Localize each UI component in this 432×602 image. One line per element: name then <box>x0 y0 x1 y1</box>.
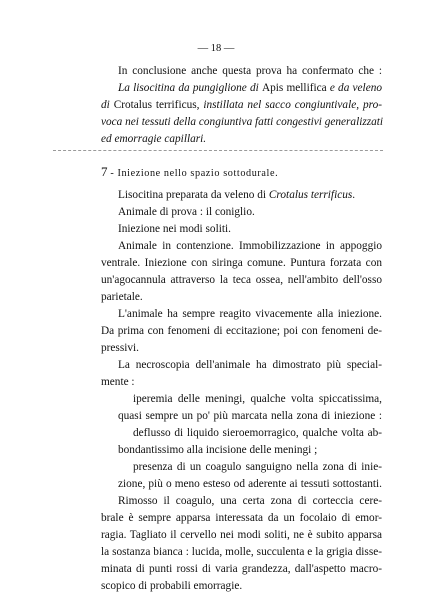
body-line: Lisocitina preparata da veleno di Crotalus terrificus. <box>118 189 356 201</box>
conclusion-line-4: voca nei tessuti della congiuntiva fatti congestivi generalizzati <box>101 116 384 128</box>
conclusion-line-2: La lisocitina da pungiglione di Apis mellifica e da veleno <box>118 82 383 94</box>
body-line: iperemia delle meningi, qualche volta spiccatissima, <box>133 393 382 405</box>
body-line: la sostanza bianca : lucida, molle, succulenta e la grigia disse- <box>101 546 382 558</box>
body-line: minata di punti rossi di varia grandezza, dall'aspetto macro- <box>101 563 382 575</box>
body-line: mente : <box>101 376 135 388</box>
body-line: deflusso di liquido sieroemorragico, qualche volta ab- <box>133 427 382 439</box>
section-heading <box>101 165 278 181</box>
conclusion-line-5: ed emorragie capillari. <box>101 133 207 145</box>
section-number: 7 <box>101 164 108 179</box>
body-line: bondantissimo alla incisione delle meningi ; <box>118 444 318 456</box>
body-line: L'animale ha sempre reagito vivacemente alla iniezione. <box>118 308 382 320</box>
body-line: Da prima con fenomeni di eccitazione; poi con fenomeni de- <box>101 325 382 337</box>
conclusion-line-3: di Crotalus terrificus, instillata nel sacco congiuntivale, pro- <box>101 99 382 111</box>
body-line: presenza di un coagulo sanguigno nella zona di inie- <box>133 461 382 473</box>
body-line: scopico di probabili emorragie. <box>101 580 243 592</box>
body-line: parietale. <box>101 291 143 303</box>
section-title: - Iniezione nello spazio sottodurale. <box>110 168 279 179</box>
body-line: ragia. Tagliato il cervello nei modi soliti, ne è subito apparsa <box>101 529 382 541</box>
body-line: Animale in contenzione. Immobilizzazione in appoggio <box>118 240 382 252</box>
body-line: Iniezione nei modi soliti. <box>118 223 231 235</box>
page-number: — 18 — <box>197 43 235 54</box>
conclusion-line-1: In conclusione anche questa prova ha confermato che : <box>118 65 382 77</box>
section-divider <box>53 150 383 151</box>
body-line: Animale di prova : il coniglio. <box>118 206 255 218</box>
body-line: ventrale. Iniezione con siringa comune. Puntura forzata con <box>101 257 382 269</box>
body-line: pressivi. <box>101 342 139 354</box>
body-line: La necroscopia dell'animale ha dimostrato più special- <box>118 359 382 371</box>
body-line: un'agocannula attraverso la teca ossea, nell'ambito dell'osso <box>101 274 382 286</box>
body-line: zione, più o meno esteso od aderente ai tessuti sottostanti. <box>118 478 382 490</box>
body-line: quasi sempre un po' più marcata nella zona di iniezione : <box>118 410 382 422</box>
body-line: Rimosso il coagulo, una certa zona di corteccia cere- <box>118 495 382 507</box>
body-line: brale è sempre apparsa interessata da un focolaio di emor- <box>101 512 382 524</box>
